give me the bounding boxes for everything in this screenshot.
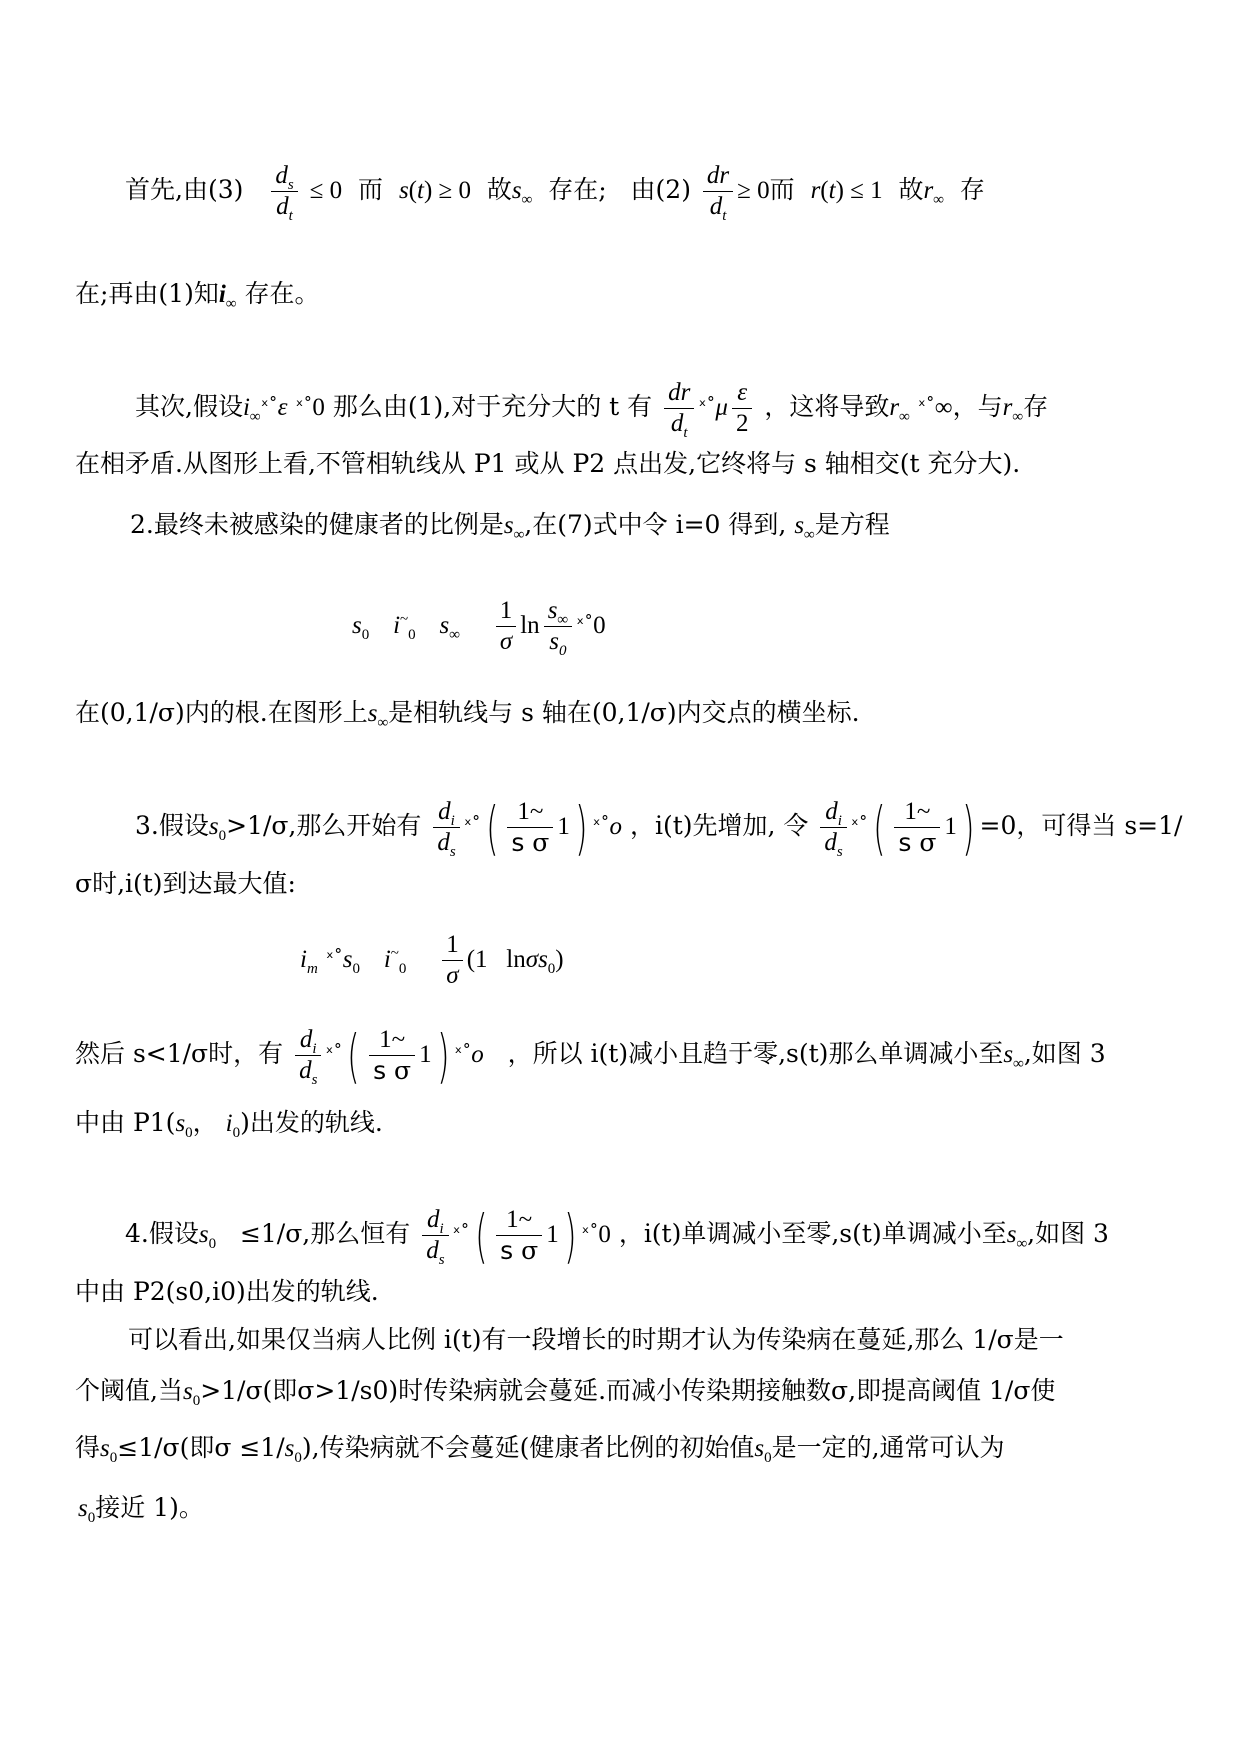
formula-di-ds-4: $\frac{d_i}{d_s}$ <box>422 1205 448 1266</box>
paragraph-line-5: 2.最终未被感染的健康者的比例是$s_\infty$,在(7)式中令 i=0 得到, $s_\infty$是方程 <box>130 510 890 543</box>
formula-di-ds-2: $\frac{d_i}{d_s}$ <box>820 797 846 858</box>
paragraph-line-16: $s_0$接近 1)。 <box>78 1493 204 1526</box>
formula-one-over-sigma-2: $\frac{1}{\sigma}$ <box>442 930 463 991</box>
paragraph-line-12: 中由 P2(s0,i0)出发的轨线. <box>75 1277 379 1306</box>
paragraph-line-15: 得$s_0\le 1/\sigma$(即$\sigma \le 1/s_0$),传染病就不会蔓延(健康者比例的初始值$s_0$是一定的,通常可认为 <box>75 1433 1005 1466</box>
formula-leq-zero: ≤ 0 <box>309 177 343 204</box>
paragraph-line-13: 可以看出,如果仅当病人比例 i(t)有一段增长的时期才认为传染病在蔓延,那么 1/σ是一 <box>128 1325 1064 1354</box>
paragraph-line-10: 中由 $P1(s_0$， $i_0$)出发的轨线. <box>75 1108 383 1141</box>
formula-ds-dt: $\frac{d_s}{d_t}$ <box>271 161 297 222</box>
paragraph-line-8: σ时,i(t)到达最大值: <box>75 869 296 898</box>
paragraph-line-2: 在;再由(1)知$i_\infty$ 存在。 <box>75 279 320 312</box>
formula-s-t-geq-0: s <box>398 177 409 204</box>
formula-di-ds-3: $\frac{d_i}{d_s}$ <box>295 1025 321 1086</box>
paragraph-line-3: 其次,假设$i_\infty ˣ˚\varepsilon$ ˣ˚0 那么由(1),对于充分大的 t 有 $\frac{dr}{d_t}$ ˣ˚μ $\frac{\varepsilon}{2}$ ，这将导致$r_\infty$ ˣ˚∞，与$r_\infty$存 <box>135 379 1049 441</box>
formula-s-inf-over-s0: $\frac{s_\infty}{s_0}$ <box>544 596 572 657</box>
formula-r-inf-2: $r_\infty$ <box>889 394 910 425</box>
formula-r-inf: $r_\infty$ <box>923 177 944 208</box>
formula-i-inf-epsilon: $i_\infty$ <box>242 394 261 425</box>
paragraph-line-7: 3.假设$s_0>1/\sigma$,那么开始有 $\frac{d_i}{d_s}$ ˣ˚( $\frac{1\sim}{\text{s σ}}$ 1) ˣ˚o ，i(t)先增加, 令 $\frac{d_i}{d_s}$ ˣ˚( $\frac{1\sim}{\text{s σ}}$ 1) =0，可得当 s=1/ <box>135 793 1183 862</box>
formula-one-over-sigma: $\frac{1}{\sigma}$ <box>496 596 517 657</box>
formula-dr-dt: $\frac{dr}{d_t}$ <box>703 161 733 222</box>
formula-r-t-leq-1: r <box>810 177 821 204</box>
equation-10: $i_m$ $ˣ˚s_0$ $i^\sim_0$ $\frac{1}{\sigma}$ (1 lnσs$_0$) <box>300 931 564 989</box>
formula-s-inf: $s_\infty$ <box>511 177 533 208</box>
formula-i-inf: $i_\infty$ <box>218 281 237 312</box>
formula-epsilon-over-2: $\frac{\varepsilon}{2}$ <box>732 378 753 439</box>
formula-dr-dt-2: $\frac{dr}{d_t}$ <box>664 378 694 439</box>
paragraph-line-6: 在(0,1/σ)内的根.在图形上$s_\infty$是相轨线与 s 轴在(0,1/σ)内交点的横坐标. <box>75 698 860 731</box>
paragraph-line-9: 然后 s<1/σ时，有 $\frac{d_i}{d_s}$ ˣ˚( $\frac{1\sim}{\text{s σ}}$ 1) ˣ˚o ，所以 i(t)减小且趋于零,s(t)那么单调减小至$s_\infty$,如图 3 <box>75 1021 1106 1090</box>
formula-di-ds: $\frac{d_i}{d_s}$ <box>433 797 459 858</box>
formula-1-over-s-sigma: $\frac{1\sim}{\text{s σ}}$ <box>507 797 553 858</box>
paragraph-line-4: 在相矛盾.从图形上看,不管相轨线从 P1 或从 P2 点出发,它终将与 s 轴相交(t 充分大). <box>75 449 1021 478</box>
paragraph-line-1: 首先,由(3) $\frac{d_s}{d_t}$ ≤ 0 而 s(t) ≥ 0 故$s_\infty$ 存在; 由(2) $\frac{dr}{d_t}$ ≥ 0而 r(t) ≤ 1 故$r_\infty$ 存 <box>125 162 985 224</box>
equation-9: $s_0$ $i^\sim_0$ $s_\infty$ $\frac{1}{\sigma}$ ln $\frac{s_\infty}{s_0}$ ˣ˚0 <box>352 597 606 659</box>
paragraph-line-14: 个阈值,当$s_0>1/\sigma$(即σ>1/s0)时传染病就会蔓延.而减小传染期接触数σ,即提高阈值 1/σ使 <box>75 1376 1056 1409</box>
paragraph-line-11: 4.假设$s_0$ ≤1/σ,那么恒有 $\frac{d_i}{d_s}$ ˣ˚( $\frac{1\sim}{\text{s σ}}$ 1) ˣ˚0 ，i(t)单调减小至零,s(t)单调减小至$s_\infty$,如图 3 <box>125 1201 1109 1270</box>
